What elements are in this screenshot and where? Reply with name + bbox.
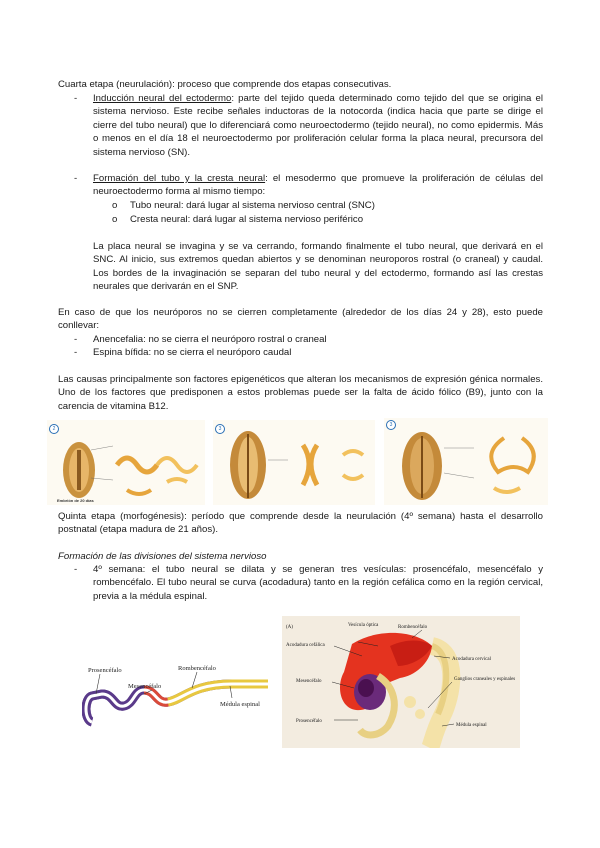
label-acodadura-cefalica: Acodadura cefálica: [286, 643, 325, 648]
paragraph-placa-neural: La placa neural se invagina y se va cerrando, formando finalmente el tubo neural, que derivará en el SNC. Al inicio, sus extremos quedan abiertos y se denominan neuroporos rostral (o craneal) y caudal. Los bordes de la invaginación se separan del tubo neural y del ectodermo, formando así las crestas neurales que derivarán en el SNP.: [93, 241, 543, 293]
heading-cuarta-etapa: Cuarta etapa (neurulación): proceso que comprende dos etapas consecutivas.: [58, 79, 392, 90]
sub-item-tubo-neural: Tubo neural: dará lugar al sistema nervioso central (SNC): [130, 200, 375, 211]
list-item-anencefalia: Anencefalia: no se cierra el neuróporo rostral o craneal: [93, 334, 327, 345]
sub-item-cresta-neural: Cresta neural: dará lugar al sistema nervioso periférico: [130, 214, 364, 225]
list-item-formacion: [93, 172, 543, 199]
figure-number-badge: 3: [386, 420, 396, 430]
list-item-espina-bifida: Espina bífida: no se cierra el neuróporo caudal: [93, 347, 292, 358]
label-medula-espinal: Médula espinal: [220, 701, 260, 708]
section-heading-divisiones: Formación de las divisiones del sistema nervioso: [58, 551, 267, 562]
list-dash: -: [74, 347, 78, 358]
list-item-cuarta-semana: 4º semana: el tubo neural se dilata y se generan tres vesículas: prosencéfalo, mesencéfalo y rombencéfalo. El tubo neural se curva (acodadura) tanto en la región cefálica como en la región cervical, previa a la médula espinal.: [93, 564, 543, 602]
label-a: (A): [286, 625, 293, 630]
item-text-formacion: : el mesodermo que promueve la proliferación de células del neuroectodermo forma al mismo tiempo:: [93, 173, 544, 198]
label-rombencefalo: Rombencéfalo: [178, 665, 216, 672]
label-medula-embryo: Médula espinal: [456, 723, 487, 728]
paragraph-causas: Las causas principalmente son factores epigenéticos que alteran los mecanismos de expresión génica normales. Uno de los factores que predisponen a estos problemas puede ser la falta de ácido fólico (B9), junto con la carencia de vitamina B12.: [58, 374, 543, 412]
label-rombencefalo-embryo: Rombencéfalo: [398, 625, 428, 630]
figure-neurulation-2: [213, 420, 375, 505]
list-dash: -: [74, 564, 78, 575]
list-dash: -: [74, 334, 78, 345]
figure-neural-tube-vesicles: [82, 660, 272, 740]
figure-neurulation-3: [384, 418, 548, 505]
label-prosencefalo: Prosencéfalo: [88, 667, 122, 674]
figure-neurulation-1: [47, 420, 205, 505]
sub-bullet: o: [112, 214, 118, 225]
item-text-induccion: : parte del tejido queda determinado como tejido del que se origina el sistema nervioso. Este recibe señales inductoras de la notocorda (indica hacia que parte se dirige el cierre del tubo neural) que lo diferenciará como neuroectodermo (tejido neural), no como epidermis. Más o menos en el día 18 el neuroectodermo por proliferación celular forma la placa neural, precursora del sistema nervioso (SN).: [93, 93, 543, 158]
figure-number-badge: 3: [215, 424, 225, 434]
sub-bullet: o: [112, 200, 118, 211]
list-dash: -: [74, 93, 78, 104]
label-mesencefalo: Mesencéfalo: [128, 683, 162, 690]
label-acodadura-cervical: Acodadura cervical: [452, 657, 492, 662]
item-title-formacion: Formación del tubo y la cresta neural: [93, 173, 266, 184]
list-item-induccion: [93, 92, 543, 159]
item-title-induccion: Inducción neural del ectodermo: [93, 93, 232, 104]
figure-caption: Embrión de 20 días: [57, 498, 94, 503]
figure-embryo-brain: [282, 616, 520, 748]
figure-number-badge: 2: [49, 424, 59, 434]
label-mesencefalo-embryo: Mesencéfalo: [296, 679, 322, 684]
paragraph-quinta-etapa: Quinta etapa (morfogénesis): período que comprende desde la neurulación (4º semana) hasta el desarrollo postnatal (etapa madura de 21 años).: [58, 511, 543, 536]
label-ganglios: Ganglios craneales y espinales: [454, 677, 516, 682]
label-prosencefalo-embryo: Prosencéfalo: [296, 719, 322, 724]
label-vesicula-optica: Vesícula óptica: [348, 623, 379, 628]
paragraph-neuroporos: En caso de que los neuróporos no se cierren completamente (alrededor de los días 24 y 28), esto puede conllevar:: [58, 307, 543, 332]
list-dash: -: [74, 173, 78, 184]
